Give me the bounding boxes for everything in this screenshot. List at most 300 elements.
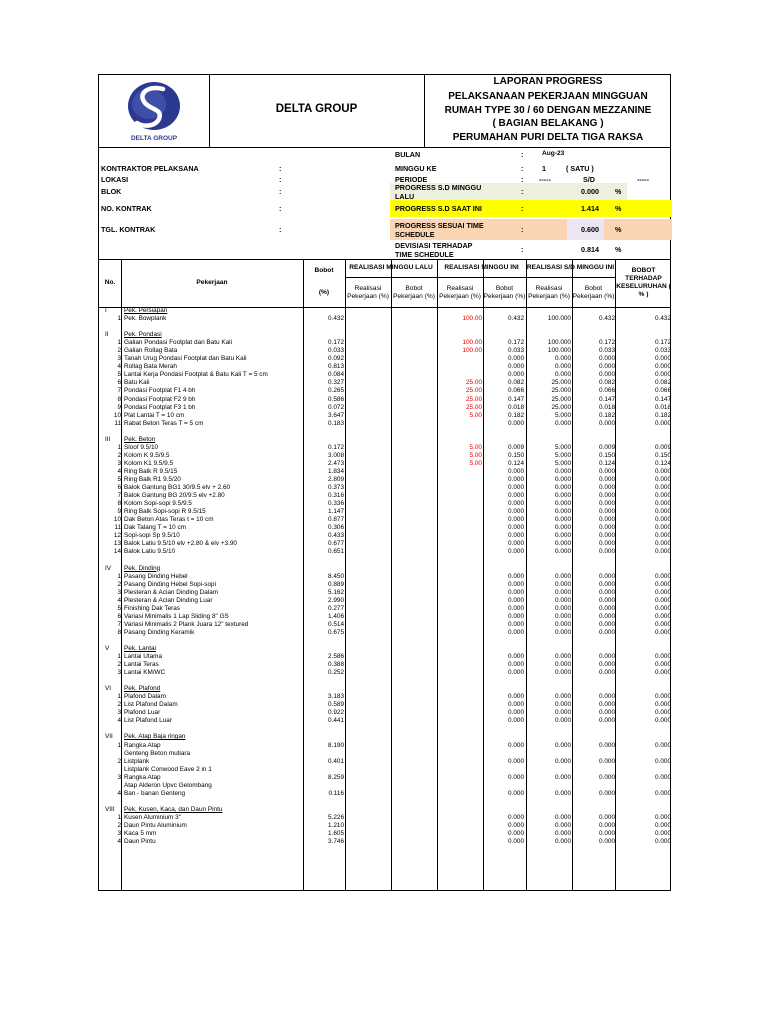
section-number: V	[105, 644, 110, 652]
cell-no: 1	[117, 443, 121, 451]
section-number: VII	[105, 733, 113, 741]
section-title: Pek. Atap Baja ringan	[124, 733, 186, 741]
cell-bob: 8.450	[328, 572, 344, 580]
cell-r3: 0.000	[555, 540, 571, 548]
cell-b3: 0.000	[599, 475, 615, 483]
cell-b3: 0.000	[599, 653, 615, 661]
cell-b3: 0.000	[599, 628, 615, 636]
cell-job: Ring Balk R 9.5/15	[124, 467, 178, 475]
cell-job: Sopi-sopi Sp 9.5/10	[124, 532, 180, 540]
cell-tot: 0.000	[655, 508, 671, 516]
value-periode-sd: S/D	[583, 175, 595, 184]
cell-job: Kolom Sopi-sopi 9.5/9.5	[124, 500, 192, 508]
cell-b2: 0.000	[508, 709, 524, 717]
cell-r3: 0.000	[555, 500, 571, 508]
label-prog-lalu-1: PROGRESS S.D MINGGU	[395, 183, 482, 192]
cell-r3: 5.000	[555, 443, 571, 451]
cell-job: Pondasi Footplat F3 1 bh	[124, 403, 196, 411]
cell-b2: 0.000	[508, 653, 524, 661]
cell-job: Daun Pintu	[124, 838, 156, 846]
cell-tot: 0.082	[655, 379, 671, 387]
cell-r3: 0.000	[555, 524, 571, 532]
cell-r3: 0.000	[555, 813, 571, 821]
title-line-2: PELAKSANAAN PEKERJAAN MINGGUAN	[448, 91, 648, 102]
label-prog-schedule-2: SCHEDULE	[395, 230, 435, 239]
cell-b2: 0.182	[508, 411, 524, 419]
table-row	[99, 661, 670, 669]
cell-b2: 0.000	[508, 838, 524, 846]
cell-b2: 0.000	[508, 548, 524, 556]
cell-no: 8	[117, 628, 121, 636]
blank-row	[99, 725, 670, 733]
cell-b2: 0.000	[508, 604, 524, 612]
cell-b2: 0.000	[508, 596, 524, 604]
cell-tot: 0.000	[655, 484, 671, 492]
cell-b2: 0.000	[508, 693, 524, 701]
cell-b2: 0.000	[508, 572, 524, 580]
cell-tot: 0.000	[655, 467, 671, 475]
sep-minggu: :	[521, 164, 524, 173]
cell-tot: 0.000	[655, 653, 671, 661]
table-row	[99, 709, 670, 717]
cell-b2: 0.000	[508, 669, 524, 677]
cell-tot: 0.000	[655, 572, 671, 580]
cell-r3: 100.000	[547, 339, 571, 347]
sub-realisasi-3: Realisasi Pekerjaan (%)	[528, 284, 570, 300]
cell-tot: 0.000	[655, 604, 671, 612]
cell-job: Lantai Utama	[124, 653, 163, 661]
cell-job: Batu Kali	[124, 379, 150, 387]
cell-no: 12	[113, 532, 121, 540]
col-group-minggu-lalu: REALISASI MINGGU LALU	[345, 259, 437, 278]
cell-bob: 0.172	[328, 339, 344, 347]
cell-tot: 0.000	[655, 588, 671, 596]
cell-job: Atap Alderon Upvc Gelombang	[124, 781, 212, 789]
cell-tot: 0.000	[655, 612, 671, 620]
cell-job: Rangka Atap	[124, 741, 161, 749]
cell-no: 2	[117, 701, 121, 709]
table-row	[99, 597, 670, 605]
sep-tgl-kontrak: :	[279, 225, 282, 234]
cell-no: 4	[117, 467, 121, 475]
sep-periode: :	[521, 175, 524, 184]
cell-r3: 25.000	[551, 387, 571, 395]
cell-job: Pasang Dinding Keramik	[124, 628, 195, 636]
cell-bob: 0.813	[328, 363, 344, 371]
table-row	[99, 605, 670, 613]
cell-no: 6	[117, 484, 121, 492]
table-row	[99, 701, 670, 709]
cell-tot: 0.000	[655, 669, 671, 677]
value-prog-schedule: 0.600	[581, 225, 599, 234]
cell-bob: 1.406	[328, 612, 344, 620]
cell-job: Lantai Kerja Pondasi Footplat & Batu Kali T = 5 cm	[124, 371, 268, 379]
cell-no: 7	[117, 387, 121, 395]
cell-bob: 0.033	[328, 347, 344, 355]
cell-tot: 0.018	[655, 403, 671, 411]
label-deviasi-1: DEVISIASI TERHADAP	[395, 241, 473, 250]
cell-r1: 100.00	[462, 347, 482, 355]
cell-b2: 0.000	[508, 612, 524, 620]
unit-prog-schedule: %	[615, 225, 622, 234]
col-bobot-total: BOBOT TERHADAP KESELURUHAN ( % )	[616, 267, 671, 298]
label-deviasi-2: TIME SCHEDULE	[395, 250, 454, 259]
cell-b3: 0.000	[599, 612, 615, 620]
cell-b2: 0.124	[508, 459, 524, 467]
cell-tot: 0.000	[655, 548, 671, 556]
cell-r3: 0.000	[555, 467, 571, 475]
cell-no: 2	[117, 347, 121, 355]
cell-job: Ring Balk R1 9.5/20	[124, 475, 181, 483]
cell-b3: 0.000	[599, 669, 615, 677]
logo-box	[99, 75, 210, 147]
cell-bob: 0.441	[328, 717, 344, 725]
table-row	[99, 524, 670, 532]
cell-r1: 5.00	[469, 451, 482, 459]
table-row	[99, 396, 670, 404]
table-row	[99, 822, 670, 830]
section-title: Pek. Persiapan	[124, 307, 168, 314]
company-box	[209, 75, 425, 147]
cell-job: Variasi Minimalis 1 Lap Sliding 8" GS	[124, 612, 229, 620]
table-row	[99, 838, 670, 846]
cell-job: Kolom K1 9.5/9.5	[124, 459, 174, 467]
cell-b3: 0.000	[599, 717, 615, 725]
cell-no: 4	[117, 789, 121, 797]
cell-b3: 0.000	[599, 773, 615, 781]
cell-tot: 0.000	[655, 580, 671, 588]
cell-b3: 0.000	[599, 604, 615, 612]
section-title: Pek. Beton	[124, 435, 156, 443]
cell-b2: 0.000	[508, 492, 524, 500]
cell-r3: 0.000	[555, 830, 571, 838]
cell-no: 4	[117, 717, 121, 725]
cell-job: Ban - banan Genteng	[124, 789, 186, 797]
cell-no: 8	[117, 395, 121, 403]
cell-no: 9	[117, 403, 121, 411]
cell-b2: 0.172	[508, 339, 524, 347]
section-number: III	[105, 435, 111, 443]
cell-tot: 0.172	[655, 339, 671, 347]
cell-b2: 0.000	[508, 532, 524, 540]
cell-b2: 0.009	[508, 443, 524, 451]
cell-bob: 0.277	[328, 604, 344, 612]
cell-tot: 0.009	[655, 443, 671, 451]
cell-b3: 0.000	[599, 813, 615, 821]
cell-no: 13	[113, 540, 121, 548]
cell-bob: 0.084	[328, 371, 344, 379]
cell-job: Pondasi Footplat F1 4 bh	[124, 387, 196, 395]
cell-r3: 25.000	[551, 403, 571, 411]
cell-b3: 0.000	[599, 484, 615, 492]
cell-b2: 0.000	[508, 822, 524, 829]
cell-tot: 0.000	[655, 741, 671, 749]
sep-kontraktor: :	[279, 164, 282, 173]
cell-b3: 0.147	[599, 395, 615, 403]
cell-b3: 0.000	[599, 757, 615, 765]
table-row	[99, 347, 670, 355]
cell-job: Plesteran & Acian Dinding Luar	[124, 596, 213, 604]
cell-b3: 0.082	[599, 379, 615, 387]
table-row	[99, 621, 670, 629]
table-row	[99, 717, 670, 725]
cell-bob: 0.172	[328, 443, 344, 451]
cell-b2: 0.000	[508, 773, 524, 781]
cell-b2: 0.000	[508, 717, 524, 725]
cell-tot: 0.000	[655, 838, 671, 846]
section-number: VI	[105, 685, 112, 693]
cell-b3: 0.009	[599, 443, 615, 451]
cell-b2: 0.000	[508, 580, 524, 588]
cell-job: Rabat Beton Teras T = 5 cm	[124, 419, 204, 427]
section-number: II	[105, 331, 109, 339]
cell-tot: 0.124	[655, 459, 671, 467]
cell-no: 5	[117, 475, 121, 483]
report-title-block	[424, 75, 672, 147]
cell-no: 4	[117, 363, 121, 371]
cell-b2: 0.000	[508, 355, 524, 363]
section-row	[99, 733, 670, 741]
cell-bob: 0.092	[328, 355, 344, 363]
table-row	[99, 548, 670, 556]
cell-bob: 0.432	[328, 315, 344, 323]
cell-no: 2	[117, 822, 121, 829]
cell-r3: 0.000	[555, 693, 571, 701]
cell-tot: 0.000	[655, 757, 671, 765]
cell-job: Galian Pondasi Footplat dan Batu Kali	[124, 339, 233, 347]
cell-job: Daun Pintu Aluminium	[124, 822, 187, 829]
section-row	[99, 685, 670, 693]
cell-tot: 0.000	[655, 516, 671, 524]
cell-job: Sloof 9.5/10	[124, 443, 159, 451]
cell-b3: 0.000	[599, 532, 615, 540]
cell-b3: 0.000	[599, 580, 615, 588]
cell-tot: 0.000	[655, 773, 671, 781]
table-row	[99, 573, 670, 581]
cell-bob: 0.401	[328, 757, 344, 765]
cell-tot: 0.000	[655, 492, 671, 500]
blank-row	[99, 556, 670, 564]
cell-b3: 0.000	[599, 709, 615, 717]
table-row	[99, 613, 670, 621]
table-row	[99, 693, 670, 701]
cell-b3: 0.000	[599, 500, 615, 508]
table-row	[99, 339, 670, 347]
cell-bob: 0.116	[328, 789, 344, 797]
table-row	[99, 766, 670, 774]
label-prog-lalu-2: LALU	[395, 192, 415, 201]
cell-b2: 0.000	[508, 363, 524, 371]
cell-b2: 0.066	[508, 387, 524, 395]
cell-tot: 0.000	[655, 419, 671, 427]
cell-r3: 0.000	[555, 701, 571, 709]
cell-b2: 0.000	[508, 500, 524, 508]
cell-r3: 0.000	[555, 717, 571, 725]
cell-r1: 25.00	[466, 387, 482, 395]
cell-b3: 0.000	[599, 419, 615, 427]
table-row	[99, 790, 670, 798]
cell-no: 1	[117, 572, 121, 580]
cell-b3: 0.000	[599, 355, 615, 363]
section-title: Pek. Plafond	[124, 685, 161, 693]
cell-b3: 0.000	[599, 661, 615, 669]
cell-bob: 0.336	[328, 500, 344, 508]
cell-r3: 0.000	[555, 371, 571, 379]
cell-b3: 0.000	[599, 572, 615, 580]
cell-job: Pasang Dinding Hebel	[124, 572, 188, 580]
cell-no: 8	[117, 500, 121, 508]
cell-job: Kolom K 9.5/9.5	[124, 451, 170, 459]
table-row	[99, 355, 670, 363]
label-prog-schedule-1: PROGRESS SESUAI TIME	[395, 221, 484, 230]
cell-bob: 3.647	[328, 411, 344, 419]
cell-b2: 0.000	[508, 540, 524, 548]
cell-job: Plat Lantai T = 10 cm	[124, 411, 185, 419]
cell-tot: 0.000	[655, 717, 671, 725]
cell-b3: 0.000	[599, 741, 615, 749]
sep-prog-ini: :	[521, 204, 524, 213]
table-row	[99, 379, 670, 387]
section-row	[99, 436, 670, 444]
cell-b3: 0.432	[599, 315, 615, 323]
table-row	[99, 500, 670, 508]
cell-job: Listplank Conwood Eave 2 in 1	[124, 765, 212, 773]
section-row	[99, 565, 670, 573]
cell-b2: 0.000	[508, 516, 524, 524]
cell-b2: 0.000	[508, 741, 524, 749]
table-row	[99, 363, 670, 371]
table-row	[99, 484, 670, 492]
section-title: Pek. Dinding	[124, 564, 161, 572]
cell-no: 2	[117, 661, 121, 669]
cell-r3: 0.000	[555, 572, 571, 580]
section-number: IV	[105, 564, 112, 572]
table-row	[99, 412, 670, 420]
table-row	[99, 315, 670, 323]
title-line-3: RUMAH TYPE 30 / 60 DENGAN MEZZANINE	[444, 105, 652, 116]
cell-b2: 0.000	[508, 524, 524, 532]
table-row	[99, 444, 670, 452]
cell-no: 7	[117, 492, 121, 500]
cell-bob: 0.922	[328, 709, 344, 717]
cell-b3: 0.182	[599, 411, 615, 419]
cell-job: Pondasi Footplat F2 9 bh	[124, 395, 196, 403]
cell-job: Ring Balk Sopi-sopi R 9.5/15	[124, 508, 206, 516]
cell-b3: 0.000	[599, 371, 615, 379]
cell-no: 3	[117, 459, 121, 467]
sep-prog-schedule: :	[521, 225, 524, 234]
cell-b3: 0.172	[599, 339, 615, 347]
cell-r1: 5.00	[469, 459, 482, 467]
cell-job: Dak Beton Atas Teras t = 10 cm	[124, 516, 214, 524]
cell-no: 1	[117, 315, 121, 323]
value-bulan: Aug-23	[542, 150, 565, 157]
cell-bob: 0.889	[328, 580, 344, 588]
section-title: Pek. Pondasi	[124, 331, 162, 339]
cell-no: 14	[113, 548, 121, 556]
cell-b3: 0.000	[599, 588, 615, 596]
table-row	[99, 750, 670, 758]
cell-b2: 0.147	[508, 395, 524, 403]
label-periode: PERIODE	[395, 175, 428, 184]
table-row	[99, 830, 670, 838]
cell-job: Plafond Luar	[124, 709, 161, 717]
label-no-kontrak: NO. KONTRAK	[101, 204, 152, 213]
cell-r3: 5.000	[555, 451, 571, 459]
cell-b3: 0.000	[599, 701, 615, 709]
cell-bob: 0.586	[328, 395, 344, 403]
cell-tot: 0.000	[655, 661, 671, 669]
cell-b3: 0.000	[599, 830, 615, 838]
cell-bob: 3.746	[328, 838, 344, 846]
cell-r3: 0.000	[555, 580, 571, 588]
blank-row	[99, 428, 670, 436]
cell-b3: 0.000	[599, 492, 615, 500]
delta-logo-icon	[119, 79, 189, 143]
cell-bob: 0.677	[328, 540, 344, 548]
col-no: No.	[104, 279, 116, 286]
report-header	[99, 75, 670, 148]
cell-job: Rollag Bata Merah	[124, 363, 177, 371]
cell-b3: 0.000	[599, 524, 615, 532]
cell-bob: 0.514	[328, 620, 344, 628]
cell-bob: 0.183	[328, 419, 344, 427]
cell-r3: 0.000	[555, 612, 571, 620]
info-section	[99, 147, 670, 260]
cell-b3: 0.000	[599, 516, 615, 524]
section-row	[99, 331, 670, 339]
label-tgl-kontrak: TGL. KONTRAK	[101, 225, 156, 234]
table-header	[99, 259, 670, 308]
cell-tot: 0.000	[655, 701, 671, 709]
label-kontraktor: KONTRAKTOR PELAKSANA	[101, 164, 199, 173]
cell-b2: 0.000	[508, 467, 524, 475]
cell-job: Kaca 5 mm	[124, 830, 157, 838]
cell-tot: 0.000	[655, 628, 671, 636]
cell-r3: 5.000	[555, 411, 571, 419]
cell-b3: 0.066	[599, 387, 615, 395]
cell-no: 1	[117, 741, 121, 749]
table-row	[99, 758, 670, 766]
table-row	[99, 371, 670, 379]
cell-tot: 0.000	[655, 830, 671, 838]
cell-job: List Plafond Dalam	[124, 701, 178, 709]
cell-b2: 0.150	[508, 451, 524, 459]
cell-job: Pasang Dinding Hebel Sopi-sopi	[124, 580, 217, 588]
sep-bulan: :	[521, 150, 524, 159]
cell-no: 9	[117, 508, 121, 516]
cell-r3: 0.000	[555, 838, 571, 846]
cell-r3: 0.000	[555, 492, 571, 500]
cell-r3: 25.000	[551, 379, 571, 387]
unit-deviasi: %	[615, 245, 622, 254]
cell-b2: 0.000	[508, 620, 524, 628]
cell-bob: 1.147	[328, 508, 344, 516]
cell-tot: 0.000	[655, 693, 671, 701]
sep-lokasi: :	[279, 175, 282, 184]
cell-r3: 5.000	[555, 459, 571, 467]
cell-r1: 100.00	[462, 339, 482, 347]
cell-tot: 0.000	[655, 620, 671, 628]
col-group-sd-minggu-ini: REALISASI S/D MINGGU INI	[526, 259, 615, 278]
cell-r3: 0.000	[555, 757, 571, 765]
table-row	[99, 774, 670, 782]
cell-b3: 0.000	[599, 548, 615, 556]
cell-b3: 0.000	[599, 508, 615, 516]
title-line-1: LAPORAN PROGRESS	[493, 76, 603, 87]
cell-r3: 0.000	[555, 661, 571, 669]
section-title: Pek. Kusen, Kaca, dan Daun Pintu	[124, 805, 223, 813]
